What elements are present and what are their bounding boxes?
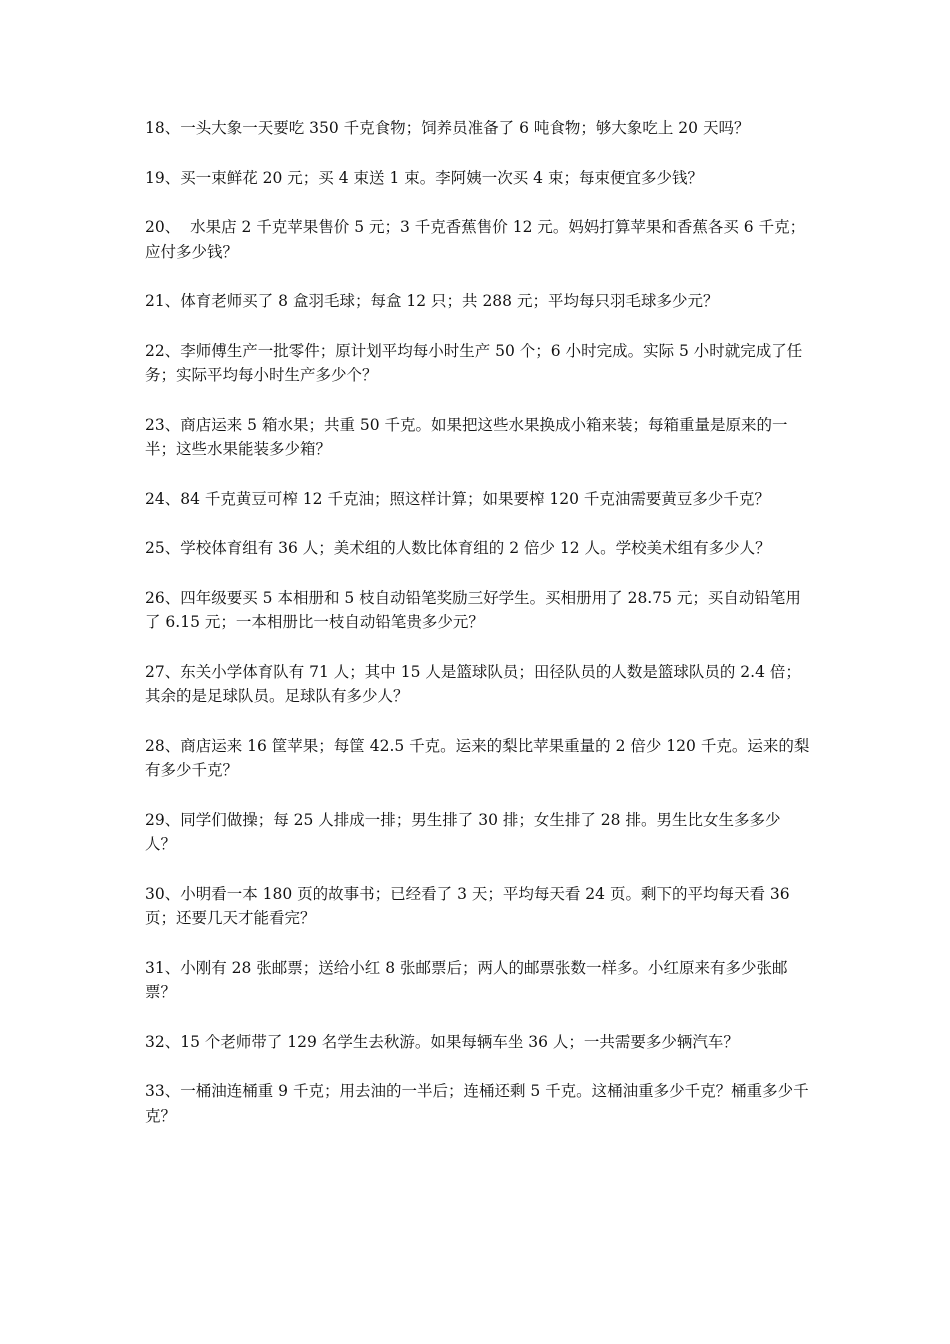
- problem-31: 31、小刚有 28 张邮票；送给小红 8 张邮票后；两人的邮票张数一样多。小红原来有多少张邮票？: [145, 958, 788, 1001]
- problem-19: 19、买一束鲜花 20 元；买 4 束送 1 束。李阿姨一次买 4 束；每束便宜多少钱？: [145, 168, 703, 187]
- problem-29: 29、同学们做操；每 25 人排成一排；男生排了 30 排；女生排了 28 排。男生比女生多多少人？: [145, 810, 781, 853]
- problem-26: 26、四年级要买 5 本相册和 5 枝自动铅笔奖励三好学生。买相册用了 28.75 元；买自动铅笔用了 6.15 元；一本相册比一枝自动铅笔贵多少元？: [145, 588, 801, 631]
- problem-20: 20、 水果店 2 千克苹果售价 5 元；3 千克香蕉售价 12 元。妈妈打算苹果和香蕉各买 6 千克；应付多少钱？: [145, 218, 806, 261]
- problem-18: 18、一头大象一天要吃 350 千克食物；饲养员准备了 6 吨食物；够大象吃上 20 天吗？: [145, 119, 750, 137]
- problem-27: 27、东关小学体育队有 71 人；其中 15 人是篮球队员；田径队员的人数是篮球队员的 2.4 倍；其余的是足球队员。足球队有多少人？: [145, 662, 801, 705]
- problem-30: 30、小明看一本 180 页的故事书；已经看了 3 天；平均每天看 24 页。剩下的平均每天看 36 页；还要几天才能看完？: [145, 884, 795, 927]
- problem-25: 25、学校体育组有 36 人；美术组的人数比体育组的 2 倍少 12 人。学校美术组有多少人？: [145, 539, 771, 557]
- problem-33: 33、一桶油连桶重 9 千克；用去油的一半后；连桶还剩 5 千克。这桶油重多少千克？桶重多少千克？: [145, 1082, 809, 1125]
- problem-21: 21、体育老师买了 8 盒羽毛球；每盒 12 只；共 288 元；平均每只羽毛球多少元？: [145, 292, 719, 310]
- problem-28: 28、商店运来 16 筐苹果；每筐 42.5 千克。运来的梨比苹果重量的 2 倍少 120 千克。运来的梨有多少千克？: [145, 736, 810, 779]
- problem-list: [145, 116, 810, 1153]
- problem-24: 24、84 千克黄豆可榨 12 千克油；照这样计算；如果要榨 120 千克油需要黄豆多少千克？: [145, 489, 770, 508]
- problem-23: 23、商店运来 5 箱水果；共重 50 千克。如果把这些水果换成小箱来装；每箱重量是原来的一半；这些水果能装多少箱？: [145, 415, 788, 458]
- problem-22: 22、李师傅生产一批零件；原计划平均每小时生产 50 个；6 小时完成。实际 5 小时就完成了任务；实际平均每小时生产多少个？: [145, 341, 803, 384]
- problem-32: 32、15 个老师带了 129 名学生去秋游。如果每辆车坐 36 人；一共需要多少辆汽车？: [145, 1032, 739, 1051]
